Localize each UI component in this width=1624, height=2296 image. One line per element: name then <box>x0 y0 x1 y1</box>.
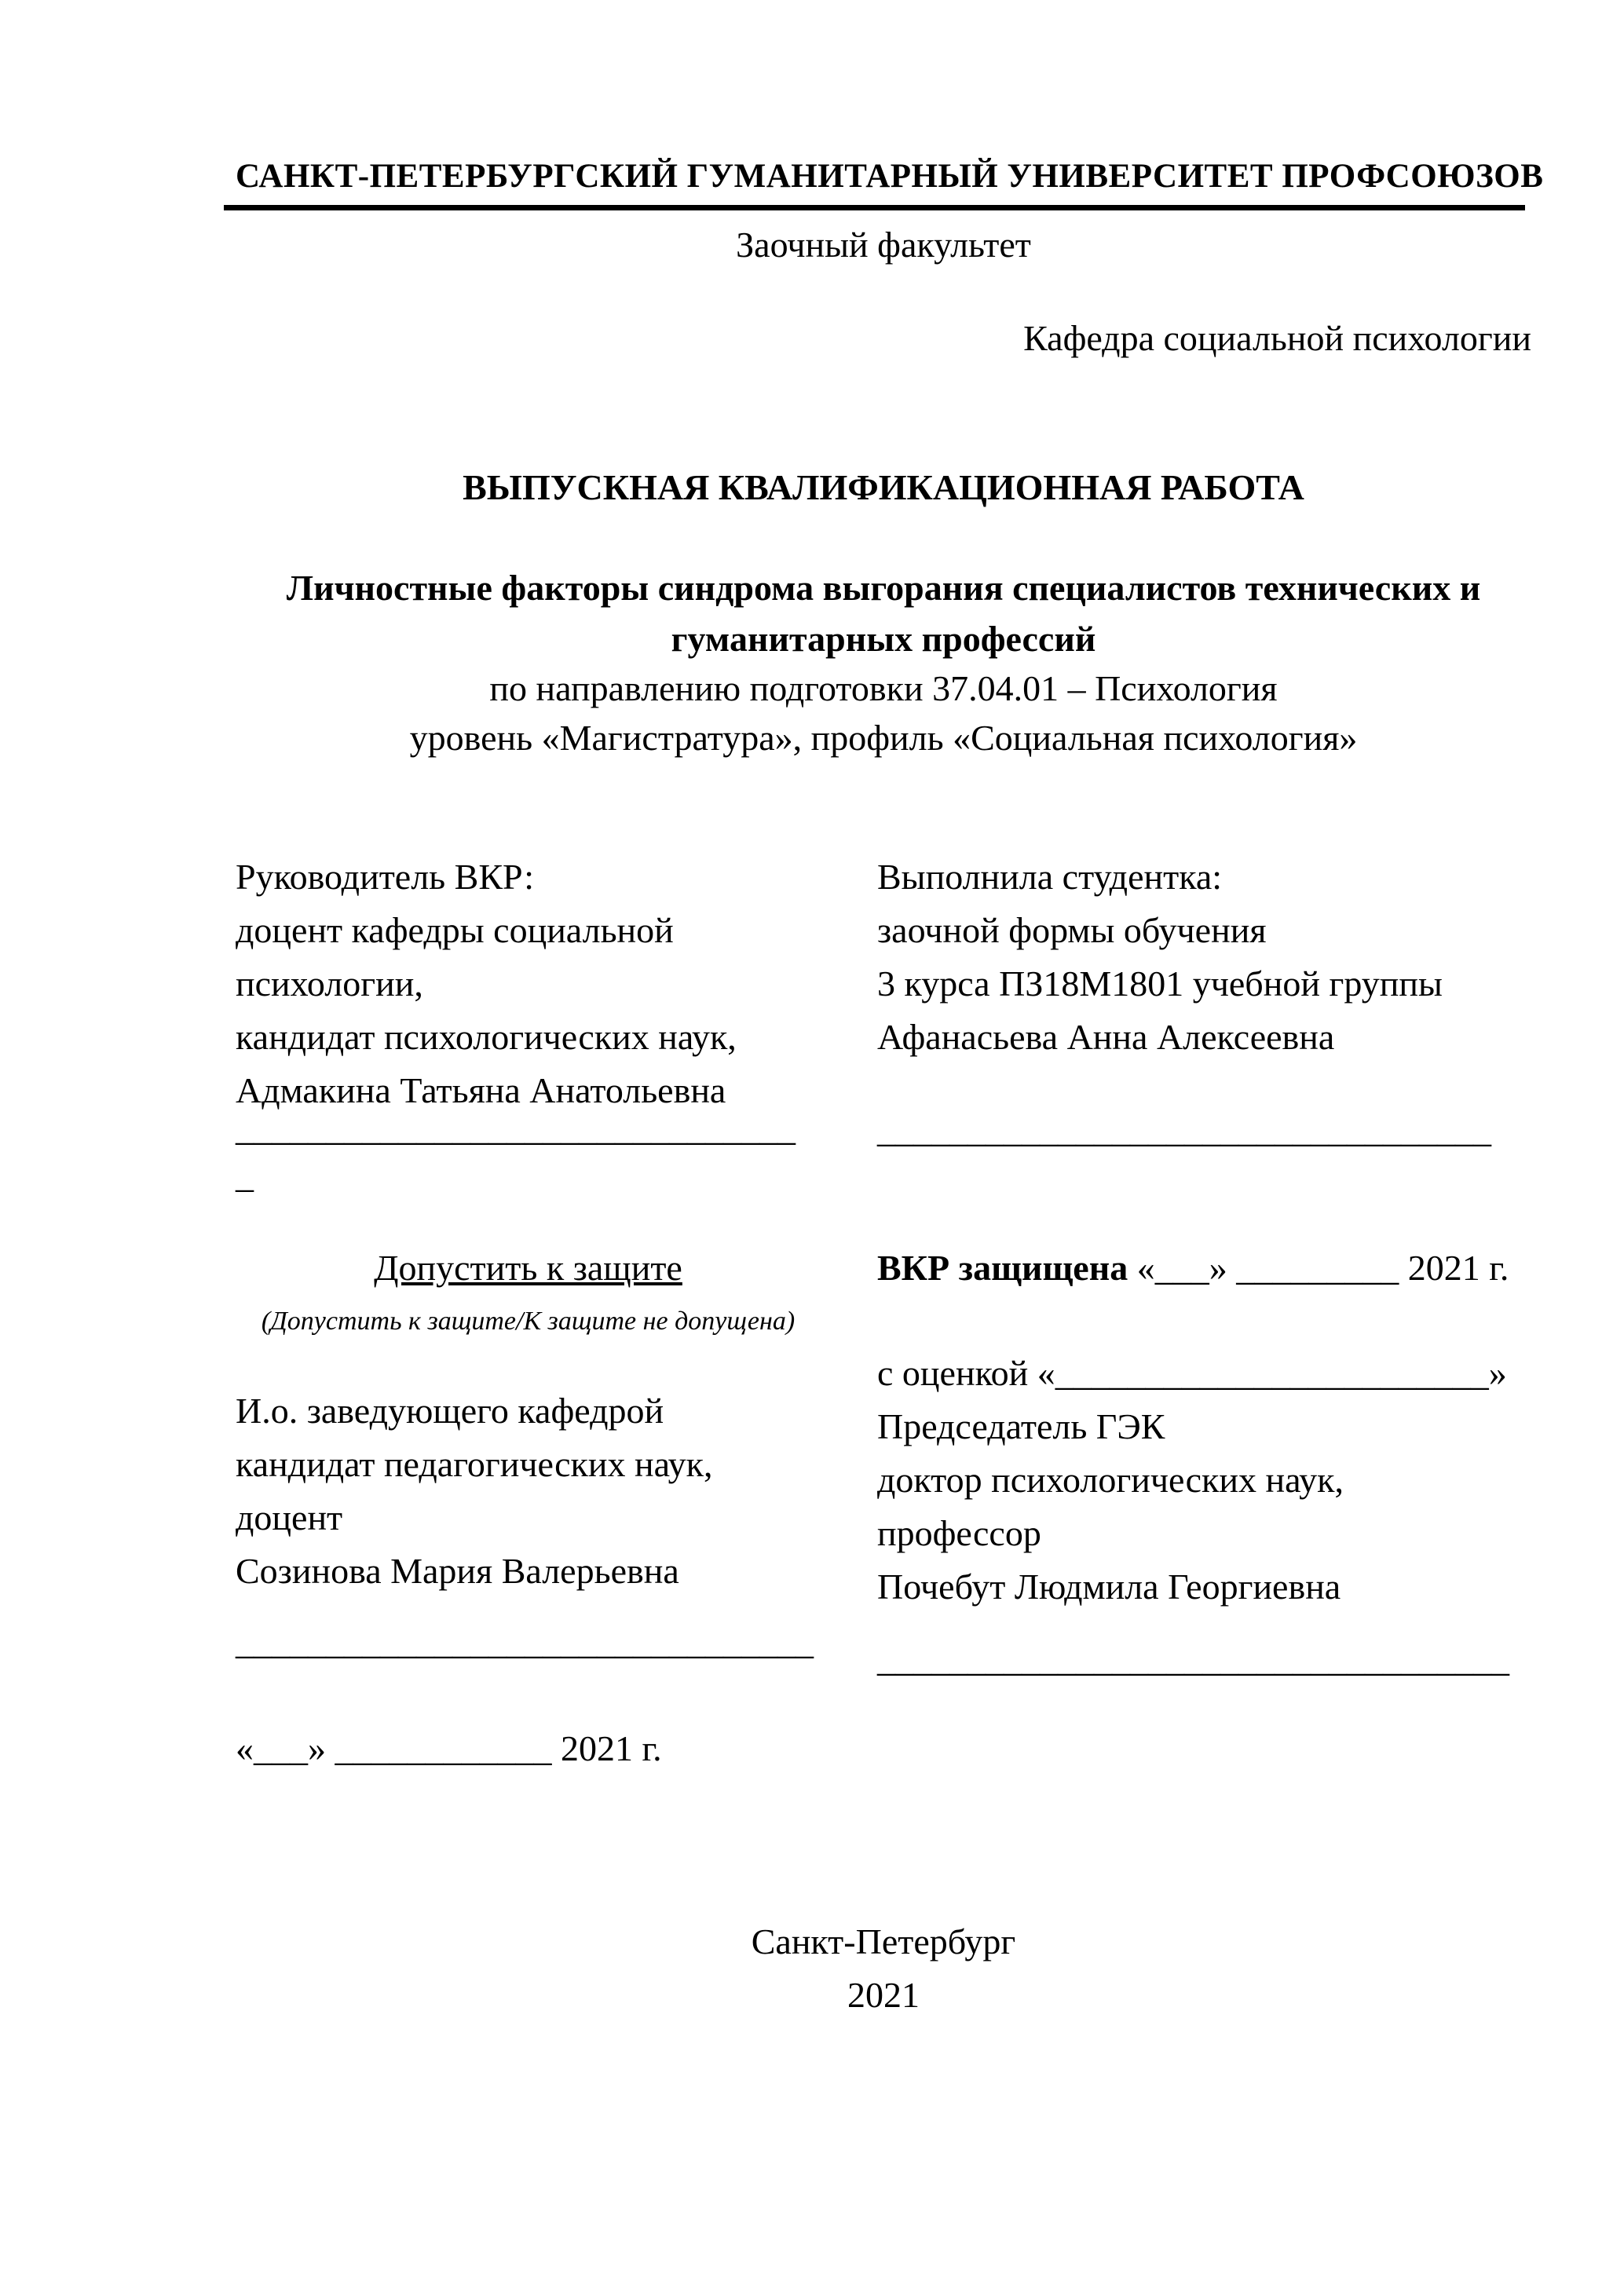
defense-status-label: ВКР защищена <box>877 1248 1128 1288</box>
student-line: заочной формы обучения <box>877 910 1267 950</box>
student-group-line: 3 курса ПЗ18М1801 учебной группы <box>877 963 1443 1004</box>
admission-heading: Допустить к защите <box>374 1248 682 1288</box>
defense-position-line: Председатель ГЭК <box>877 1406 1165 1446</box>
header-rule <box>224 205 1525 210</box>
supervisor-label: Руководитель ВКР: <box>236 857 535 897</box>
supervisor-name: Адмакина Татьяна Анатольевна <box>236 1070 726 1110</box>
defense-signature-line: ___________________________________ <box>877 1639 1509 1679</box>
defense-position-line: доктор психологических наук, <box>877 1460 1344 1500</box>
student-name: Афанасьева Анна Алексеевна <box>877 1017 1335 1057</box>
defense-position-line: профессор <box>877 1513 1041 1553</box>
footer-city: Санкт-Петербург <box>751 1921 1016 1961</box>
program-line: по направлению подготовки 37.04.01 – Психология <box>489 668 1278 708</box>
footer-year: 2021 <box>847 1975 920 2015</box>
supervisor-signature-line-wrap: _ <box>236 1155 254 1195</box>
supervisor-line: психологии, <box>236 963 423 1004</box>
admission-position-line: кандидат педагогических наук, <box>236 1444 713 1484</box>
level-profile-line: уровень «Магистратура», профиль «Социальная психология» <box>409 718 1358 758</box>
admission-date-line: «___» ____________ 2021 г. <box>236 1728 662 1768</box>
admission-signature-line: ________________________________ <box>236 1621 814 1662</box>
defense-status-date: «___» _________ 2021 г. <box>1136 1248 1509 1288</box>
supervisor-line: доцент кафедры социальной <box>236 910 674 950</box>
faculty-name: Заочный факультет <box>736 225 1031 265</box>
defense-grade-line: с оценкой «________________________» <box>877 1353 1507 1393</box>
student-signature-line: __________________________________ <box>877 1110 1491 1150</box>
admission-head-name: Созинова Мария Валерьевна <box>236 1551 679 1591</box>
work-type-heading: ВЫПУСКНАЯ КВАЛИФИКАЦИОННАЯ РАБОТА <box>463 467 1304 507</box>
defense-chair-name: Почебут Людмила Георгиевна <box>877 1567 1341 1607</box>
supervisor-line: кандидат психологических наук, <box>236 1017 737 1057</box>
department-name: Кафедра социальной психологии <box>1023 318 1531 358</box>
defense-status-line <box>877 1247 1537 1289</box>
supervisor-signature-line: _______________________________ <box>236 1108 796 1148</box>
thesis-title-line1: Личностные факторы синдрома выгорания специалистов технических и <box>286 568 1481 608</box>
admission-position-line: доцент <box>236 1497 343 1537</box>
thesis-title-line2: гуманитарных профессий <box>671 619 1096 659</box>
student-label: Выполнила студентка: <box>877 857 1223 897</box>
university-name: САНКТ-ПЕТЕРБУРГСКИЙ ГУМАНИТАРНЫЙ УНИВЕРСИТЕТ ПРОФСОЮЗОВ <box>236 158 1544 195</box>
admission-position-line: И.о. заведующего кафедрой <box>236 1391 664 1431</box>
admission-note: (Допустить к защите/К защите не допущена) <box>261 1307 796 1336</box>
